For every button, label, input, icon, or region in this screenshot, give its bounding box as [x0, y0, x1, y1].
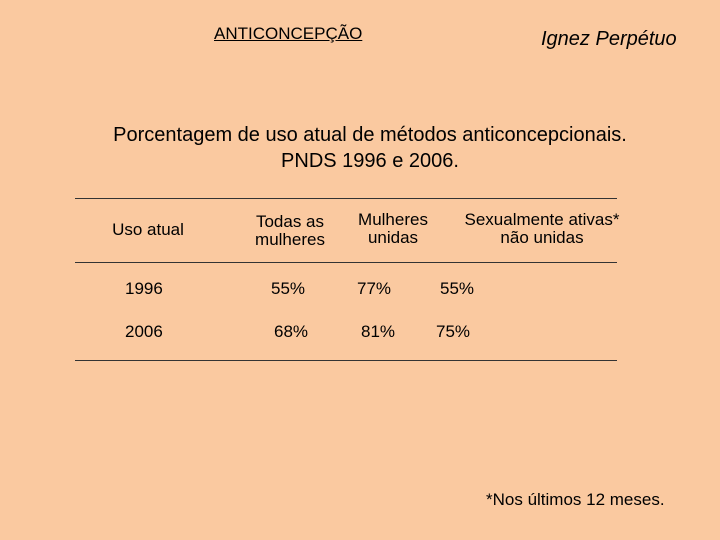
- row-2006-unidas: 81%: [361, 322, 396, 341]
- row-1996-year: 1996: [125, 279, 163, 298]
- column-header-uso-atual-label: Uso atual: [112, 220, 184, 239]
- table-top-rule: [75, 198, 617, 199]
- footnote: *Nos últimos 12 meses.: [486, 490, 665, 509]
- table-bottom-rule: [75, 360, 617, 361]
- row-2006-nao-unidas: 75%: [436, 322, 471, 341]
- column-header-nao-unidas-line2: não unidas: [500, 228, 584, 247]
- column-header-todas-line1: Todas as: [255, 212, 325, 231]
- row-1996-todas: 55%: [271, 279, 306, 298]
- row-2006-year: 2006: [125, 322, 163, 341]
- slide-title: ANTICONCEPÇÃO: [214, 24, 363, 43]
- table-header-rule: [75, 262, 617, 263]
- column-header-nao-unidas: [448, 211, 636, 247]
- row-2006-todas: 68%: [274, 322, 309, 341]
- column-header-unidas-line1: Mulheres: [358, 210, 428, 229]
- caption-line-1: Porcentagem de uso atual de métodos anticoncepcionais.: [113, 124, 627, 146]
- column-header-unidas-line2: unidas: [367, 228, 419, 247]
- table-caption: [0, 122, 720, 174]
- row-1996-nao-unidas: 55%: [440, 279, 475, 298]
- author-name: Ignez Perpétuo: [541, 28, 677, 50]
- caption-line-2: PNDS 1996 e 2006.: [281, 150, 459, 172]
- column-header-todas: [240, 213, 340, 249]
- row-1996-unidas: 77%: [357, 279, 392, 298]
- column-header-unidas: [343, 211, 443, 247]
- column-header-todas-line2: mulheres: [255, 230, 325, 249]
- column-header-uso-atual: [100, 221, 196, 239]
- column-header-nao-unidas-line1: Sexualmente ativas*: [464, 210, 620, 229]
